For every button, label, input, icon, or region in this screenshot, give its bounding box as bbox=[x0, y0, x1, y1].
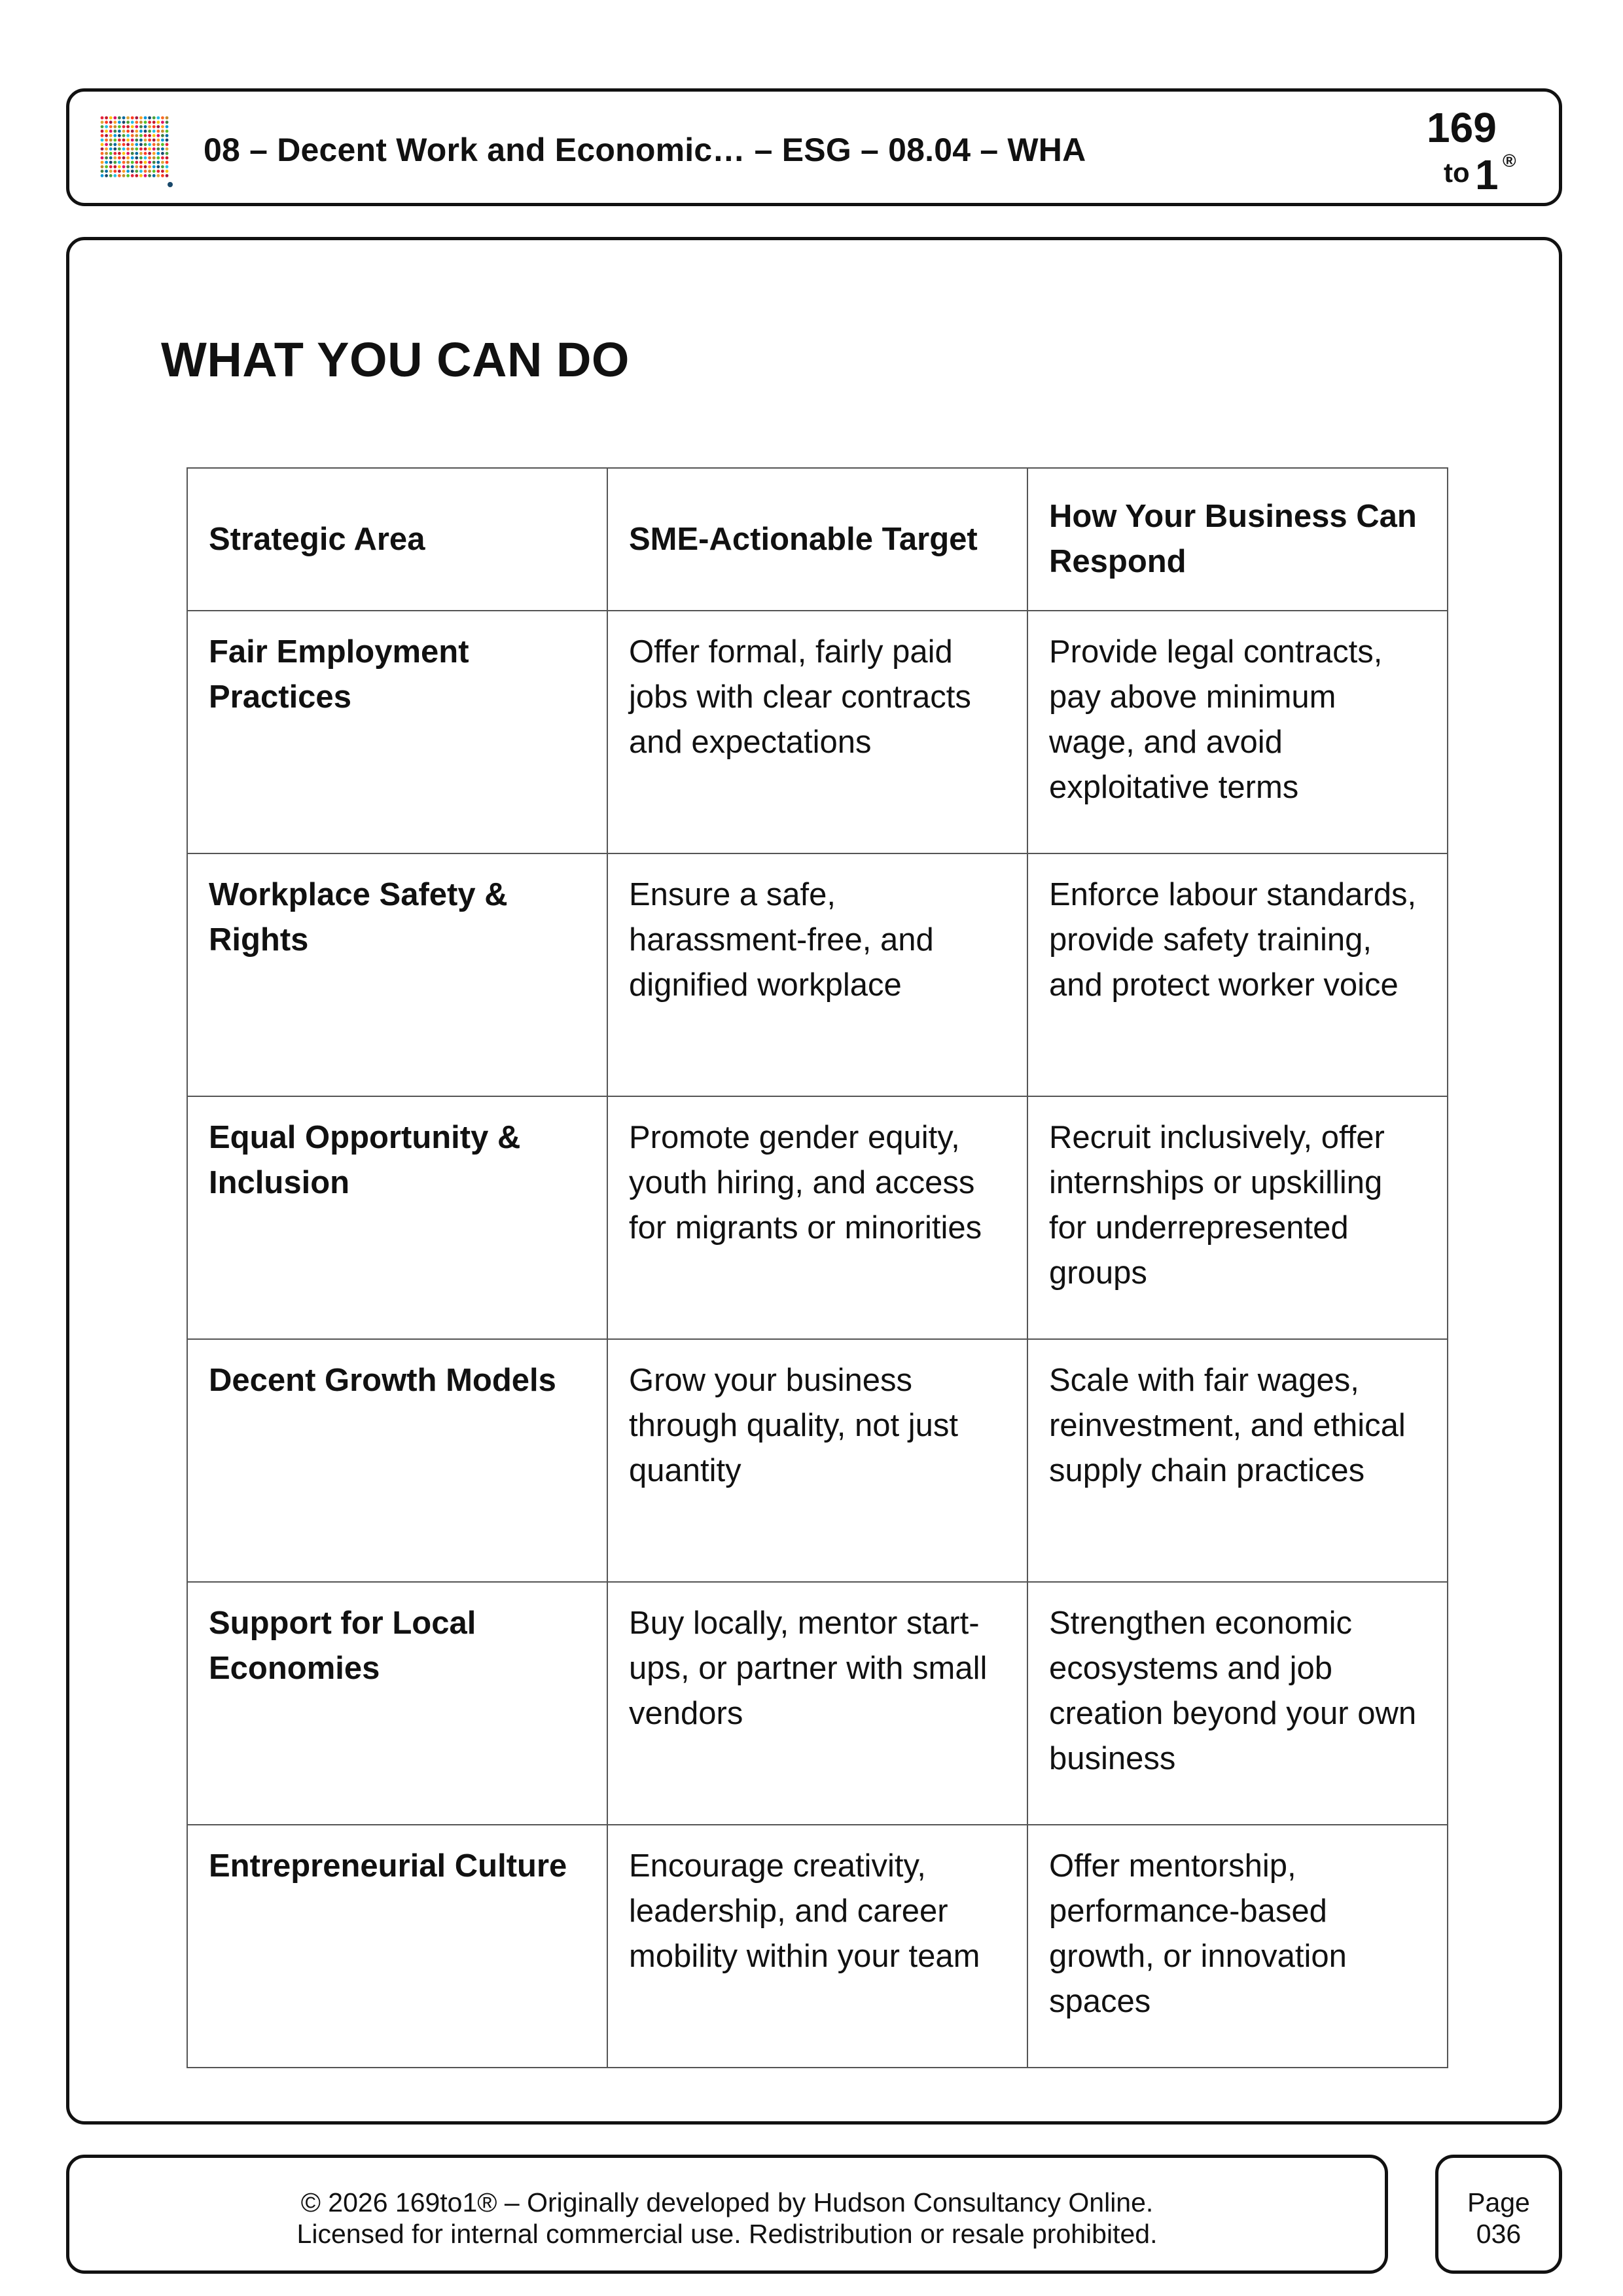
logo-dot bbox=[156, 156, 160, 160]
logo-dot bbox=[105, 152, 108, 155]
logo-dot bbox=[101, 161, 104, 164]
brand-number: 169 bbox=[1427, 104, 1497, 151]
logo-dot bbox=[113, 117, 116, 120]
logo-dot bbox=[122, 152, 126, 155]
logo-dot bbox=[156, 117, 160, 120]
logo-dot bbox=[105, 143, 108, 146]
logo-dot bbox=[166, 125, 169, 128]
logo-dot bbox=[139, 139, 143, 142]
logo-dot bbox=[113, 139, 116, 142]
logo-dot bbox=[105, 139, 108, 142]
table-row bbox=[187, 1339, 1448, 1582]
logo-dot bbox=[135, 174, 138, 177]
logo-dot bbox=[118, 143, 121, 146]
logo-dot bbox=[148, 161, 151, 164]
response-cell: Strengthen economic ecosystems and job creation beyond your own business bbox=[1027, 1582, 1448, 1825]
response-cell: Scale with fair wages, reinvestment, and ethical supply chain practices bbox=[1027, 1339, 1448, 1582]
logo-dot bbox=[166, 161, 169, 164]
logo-dot bbox=[166, 170, 169, 173]
page-label: Page bbox=[1467, 2187, 1530, 2217]
logo-dot bbox=[109, 134, 113, 137]
logo-dot bbox=[148, 174, 151, 177]
logo-dot bbox=[131, 120, 134, 124]
logo-dot bbox=[152, 170, 156, 173]
logo-dot bbox=[118, 170, 121, 173]
sdg-dot-grid-logo bbox=[99, 115, 173, 187]
logo-dot bbox=[156, 120, 160, 124]
logo-dot bbox=[156, 161, 160, 164]
logo-dot bbox=[122, 117, 126, 120]
logo-dot bbox=[118, 174, 121, 177]
logo-dot bbox=[161, 130, 164, 133]
logo-dot bbox=[113, 161, 116, 164]
target-cell: Ensure a safe, harassment-free, and dignified workplace bbox=[607, 853, 1027, 1096]
logo-dot bbox=[139, 161, 143, 164]
logo-dot bbox=[105, 125, 108, 128]
logo-dot bbox=[139, 156, 143, 160]
logo-dot bbox=[139, 117, 143, 120]
logo-dot bbox=[109, 170, 113, 173]
logo-dot bbox=[101, 143, 104, 146]
document-title: 08 – Decent Work and Economic… – ESG – 08.04 – WHA bbox=[204, 132, 1086, 168]
copyright-line: © 2026 169to1® – Originally developed by Hudson Consultancy Online. bbox=[300, 2187, 1154, 2217]
logo-dot bbox=[166, 156, 169, 160]
logo-dot bbox=[152, 174, 156, 177]
target-cell: Offer formal, fairly paid jobs with clear contracts and expectations bbox=[607, 611, 1027, 853]
logo-dot bbox=[105, 130, 108, 133]
logo-dot bbox=[148, 170, 151, 173]
logo-dot bbox=[166, 143, 169, 146]
logo-dot bbox=[131, 165, 134, 168]
logo-dot bbox=[135, 161, 138, 164]
header-bar bbox=[66, 88, 1562, 206]
logo-dot bbox=[166, 130, 169, 133]
response-cell: Offer mentorship, performance-based growth, or innovation spaces bbox=[1027, 1825, 1448, 2068]
logo-dot bbox=[109, 156, 113, 160]
logo-dot bbox=[118, 117, 121, 120]
logo-dot bbox=[126, 174, 130, 177]
logo-dot bbox=[118, 165, 121, 168]
logo-dot bbox=[152, 147, 156, 151]
logo-dot bbox=[131, 134, 134, 137]
logo-dot bbox=[144, 134, 147, 137]
column-header: SME-Actionable Target bbox=[607, 468, 1027, 611]
logo-dot bbox=[161, 174, 164, 177]
logo-dot bbox=[161, 161, 164, 164]
logo-dot bbox=[118, 125, 121, 128]
logo-dot bbox=[166, 152, 169, 155]
logo-dot bbox=[122, 156, 126, 160]
logo-dot bbox=[135, 125, 138, 128]
logo-dot bbox=[135, 156, 138, 160]
logo-dot bbox=[126, 117, 130, 120]
brand-registered: ® bbox=[1503, 151, 1516, 171]
logo-dot bbox=[152, 152, 156, 155]
logo-dot bbox=[148, 147, 151, 151]
logo-dot bbox=[148, 125, 151, 128]
logo-dot bbox=[122, 147, 126, 151]
logo-dot bbox=[126, 165, 130, 168]
logo-dot bbox=[113, 147, 116, 151]
logo-dot bbox=[144, 174, 147, 177]
logo-dot bbox=[113, 152, 116, 155]
logo-dot bbox=[126, 130, 130, 133]
logo-dot bbox=[126, 120, 130, 124]
logo-dot bbox=[113, 143, 116, 146]
logo-dot bbox=[139, 174, 143, 177]
logo-dot bbox=[118, 147, 121, 151]
logo-dot bbox=[113, 120, 116, 124]
logo-dot bbox=[109, 143, 113, 146]
strategic-area-cell: Workplace Safety & Rights bbox=[187, 853, 607, 1096]
logo-dot bbox=[118, 156, 121, 160]
logo-dot bbox=[113, 125, 116, 128]
logo-dot bbox=[105, 161, 108, 164]
logo-dot bbox=[109, 174, 113, 177]
table-row bbox=[187, 611, 1448, 853]
page-indicator bbox=[1435, 2155, 1562, 2274]
page-number: 036 bbox=[1476, 2219, 1522, 2249]
strategic-area-cell: Decent Growth Models bbox=[187, 1339, 607, 1582]
logo-dot bbox=[148, 165, 151, 168]
logo-dot bbox=[105, 156, 108, 160]
logo-dot bbox=[118, 161, 121, 164]
logo-dot bbox=[126, 143, 130, 146]
logo-dot bbox=[144, 130, 147, 133]
logo-dot bbox=[101, 117, 104, 120]
logo-dot bbox=[144, 147, 147, 151]
logo-dot bbox=[156, 134, 160, 137]
logo-dot bbox=[118, 120, 121, 124]
target-cell: Encourage creativity, leadership, and career mobility within your team bbox=[607, 1825, 1027, 2068]
logo-dot bbox=[105, 120, 108, 124]
logo-dot bbox=[131, 117, 134, 120]
logo-dot bbox=[168, 182, 173, 187]
logo-dot bbox=[135, 165, 138, 168]
logo-dot bbox=[152, 120, 156, 124]
logo-dot bbox=[152, 117, 156, 120]
logo-dot bbox=[144, 170, 147, 173]
logo-dot bbox=[101, 134, 104, 137]
logo-dot bbox=[131, 156, 134, 160]
logo-dot bbox=[105, 165, 108, 168]
logo-dot bbox=[122, 170, 126, 173]
logo-dot bbox=[161, 143, 164, 146]
logo-dot bbox=[126, 125, 130, 128]
logo-dot bbox=[166, 117, 169, 120]
logo-dot bbox=[126, 170, 130, 173]
table-row bbox=[187, 1096, 1448, 1339]
logo-dot bbox=[113, 134, 116, 137]
response-cell: Recruit inclusively, offer internships or upskilling for underrepresented groups bbox=[1027, 1096, 1448, 1339]
logo-dot bbox=[148, 120, 151, 124]
logo-dot bbox=[152, 139, 156, 142]
table-header-row bbox=[187, 468, 1448, 611]
logo-dot bbox=[144, 143, 147, 146]
brand-to: to bbox=[1444, 157, 1470, 188]
license-line: Licensed for internal commercial use. Redistribution or resale prohibited. bbox=[296, 2219, 1158, 2249]
logo-dot bbox=[131, 130, 134, 133]
logo-dot bbox=[126, 139, 130, 142]
logo-dot bbox=[126, 134, 130, 137]
logo-dot bbox=[101, 139, 104, 142]
logo-dot bbox=[135, 152, 138, 155]
target-cell: Promote gender equity, youth hiring, and access for migrants or minorities bbox=[607, 1096, 1027, 1339]
logo-dot bbox=[122, 165, 126, 168]
logo-dot bbox=[144, 161, 147, 164]
logo-dot bbox=[161, 134, 164, 137]
logo-dot bbox=[105, 117, 108, 120]
logo-dot bbox=[156, 170, 160, 173]
logo-dot bbox=[101, 174, 104, 177]
logo-dot bbox=[131, 170, 134, 173]
logo-dot bbox=[118, 139, 121, 142]
logo-dot bbox=[156, 139, 160, 142]
logo-dot bbox=[152, 161, 156, 164]
logo-dot bbox=[161, 147, 164, 151]
logo-dot bbox=[148, 117, 151, 120]
logo-dot bbox=[139, 130, 143, 133]
logo-dot bbox=[105, 174, 108, 177]
logo-dot bbox=[122, 174, 126, 177]
logo-dot bbox=[156, 143, 160, 146]
logo-dot bbox=[148, 130, 151, 133]
logo-dot bbox=[101, 120, 104, 124]
logo-dot bbox=[126, 156, 130, 160]
page-heading: WHAT YOU CAN DO bbox=[161, 332, 630, 387]
logo-dot bbox=[101, 147, 104, 151]
logo-dot bbox=[113, 170, 116, 173]
logo-dot bbox=[109, 130, 113, 133]
logo-dot bbox=[101, 165, 104, 168]
logo-dot bbox=[152, 156, 156, 160]
strategic-area-cell: Equal Opportunity & Inclusion bbox=[187, 1096, 607, 1339]
logo-dot bbox=[148, 134, 151, 137]
logo-dot bbox=[156, 147, 160, 151]
logo-dot bbox=[126, 161, 130, 164]
footer-notice bbox=[66, 2155, 1388, 2274]
logo-dot bbox=[144, 152, 147, 155]
logo-dot bbox=[131, 125, 134, 128]
logo-dot bbox=[109, 165, 113, 168]
logo-dot bbox=[139, 152, 143, 155]
logo-dot bbox=[135, 170, 138, 173]
logo-dot bbox=[144, 117, 147, 120]
logo-dot bbox=[101, 156, 104, 160]
logo-dot bbox=[135, 143, 138, 146]
logo-dot bbox=[152, 125, 156, 128]
logo-dot bbox=[101, 125, 104, 128]
logo-dot bbox=[105, 134, 108, 137]
logo-dot bbox=[126, 147, 130, 151]
logo-dot bbox=[122, 161, 126, 164]
logo-dot bbox=[131, 174, 134, 177]
logo-dot bbox=[166, 165, 169, 168]
logo-dot bbox=[122, 130, 126, 133]
logo-dot bbox=[122, 120, 126, 124]
logo-dot bbox=[122, 125, 126, 128]
logo-dot bbox=[109, 120, 113, 124]
logo-dot bbox=[118, 130, 121, 133]
logo-dot bbox=[105, 147, 108, 151]
logo-dot bbox=[113, 165, 116, 168]
table-row bbox=[187, 853, 1448, 1096]
logo-dot bbox=[139, 170, 143, 173]
logo-dot bbox=[101, 152, 104, 155]
logo-dot bbox=[166, 139, 169, 142]
logo-dot bbox=[161, 156, 164, 160]
table-row bbox=[187, 1582, 1448, 1825]
brand-mark bbox=[1398, 98, 1529, 196]
logo-dot bbox=[144, 156, 147, 160]
logo-dot bbox=[161, 139, 164, 142]
logo-dot bbox=[122, 139, 126, 142]
logo-dot bbox=[152, 165, 156, 168]
logo-dot bbox=[144, 139, 147, 142]
target-cell: Buy locally, mentor start-ups, or partner with small vendors bbox=[607, 1582, 1027, 1825]
logo-dot bbox=[166, 174, 169, 177]
logo-dot bbox=[109, 161, 113, 164]
logo-dot bbox=[148, 156, 151, 160]
strategic-area-cell: Support for Local Economies bbox=[187, 1582, 607, 1825]
logo-dot bbox=[131, 147, 134, 151]
logo-dot bbox=[135, 139, 138, 142]
logo-dot bbox=[122, 134, 126, 137]
logo-dot bbox=[161, 117, 164, 120]
logo-dot bbox=[109, 125, 113, 128]
logo-dot bbox=[148, 143, 151, 146]
column-header: How Your Business Can Respond bbox=[1027, 468, 1448, 611]
table-row bbox=[187, 1825, 1448, 2068]
target-cell: Grow your business through quality, not just quantity bbox=[607, 1339, 1027, 1582]
logo-dot bbox=[161, 125, 164, 128]
logo-dot bbox=[144, 120, 147, 124]
logo-dot bbox=[135, 134, 138, 137]
logo-dot bbox=[139, 125, 143, 128]
logo-dot bbox=[148, 139, 151, 142]
logo-dot bbox=[161, 120, 164, 124]
logo-dot bbox=[109, 147, 113, 151]
logo-dot bbox=[113, 156, 116, 160]
logo-dot bbox=[156, 152, 160, 155]
logo-dot bbox=[118, 134, 121, 137]
logo-dot bbox=[105, 170, 108, 173]
logo-dot bbox=[152, 134, 156, 137]
logo-dot bbox=[139, 120, 143, 124]
actions-table bbox=[187, 467, 1448, 2068]
logo-dot bbox=[156, 130, 160, 133]
strategic-area-cell: Entrepreneurial Culture bbox=[187, 1825, 607, 2068]
logo-dot bbox=[101, 130, 104, 133]
logo-dot bbox=[161, 170, 164, 173]
logo-dot bbox=[139, 134, 143, 137]
logo-dot bbox=[118, 152, 121, 155]
logo-dot bbox=[156, 125, 160, 128]
logo-dot bbox=[131, 152, 134, 155]
logo-dot bbox=[109, 117, 113, 120]
logo-dot bbox=[131, 143, 134, 146]
logo-dot bbox=[144, 165, 147, 168]
logo-dot bbox=[161, 165, 164, 168]
logo-dot bbox=[135, 130, 138, 133]
logo-dot bbox=[101, 170, 104, 173]
logo-dot bbox=[148, 152, 151, 155]
logo-dot bbox=[135, 147, 138, 151]
logo-dot bbox=[131, 161, 134, 164]
column-header: Strategic Area bbox=[187, 468, 607, 611]
strategic-area-cell: Fair Employment Practices bbox=[187, 611, 607, 853]
logo-dot bbox=[166, 134, 169, 137]
logo-dot bbox=[109, 152, 113, 155]
logo-dot bbox=[135, 117, 138, 120]
content-panel bbox=[66, 237, 1562, 2125]
logo-dot bbox=[135, 120, 138, 124]
logo-dot bbox=[156, 174, 160, 177]
logo-dot bbox=[122, 143, 126, 146]
response-cell: Enforce labour standards, provide safety training, and protect worker voice bbox=[1027, 853, 1448, 1096]
logo-dot bbox=[139, 147, 143, 151]
logo-dot bbox=[144, 125, 147, 128]
logo-dot bbox=[152, 143, 156, 146]
logo-dot bbox=[166, 120, 169, 124]
logo-dot bbox=[156, 165, 160, 168]
logo-dot bbox=[113, 130, 116, 133]
logo-dot bbox=[152, 130, 156, 133]
logo-dot bbox=[131, 139, 134, 142]
logo-dot bbox=[161, 152, 164, 155]
brand-one: 1 bbox=[1475, 151, 1499, 198]
logo-dot bbox=[166, 147, 169, 151]
logo-dot bbox=[139, 143, 143, 146]
logo-dot bbox=[109, 139, 113, 142]
logo-dot bbox=[113, 174, 116, 177]
logo-dot bbox=[126, 152, 130, 155]
response-cell: Provide legal contracts, pay above minimum wage, and avoid exploitative terms bbox=[1027, 611, 1448, 853]
logo-dot bbox=[139, 165, 143, 168]
